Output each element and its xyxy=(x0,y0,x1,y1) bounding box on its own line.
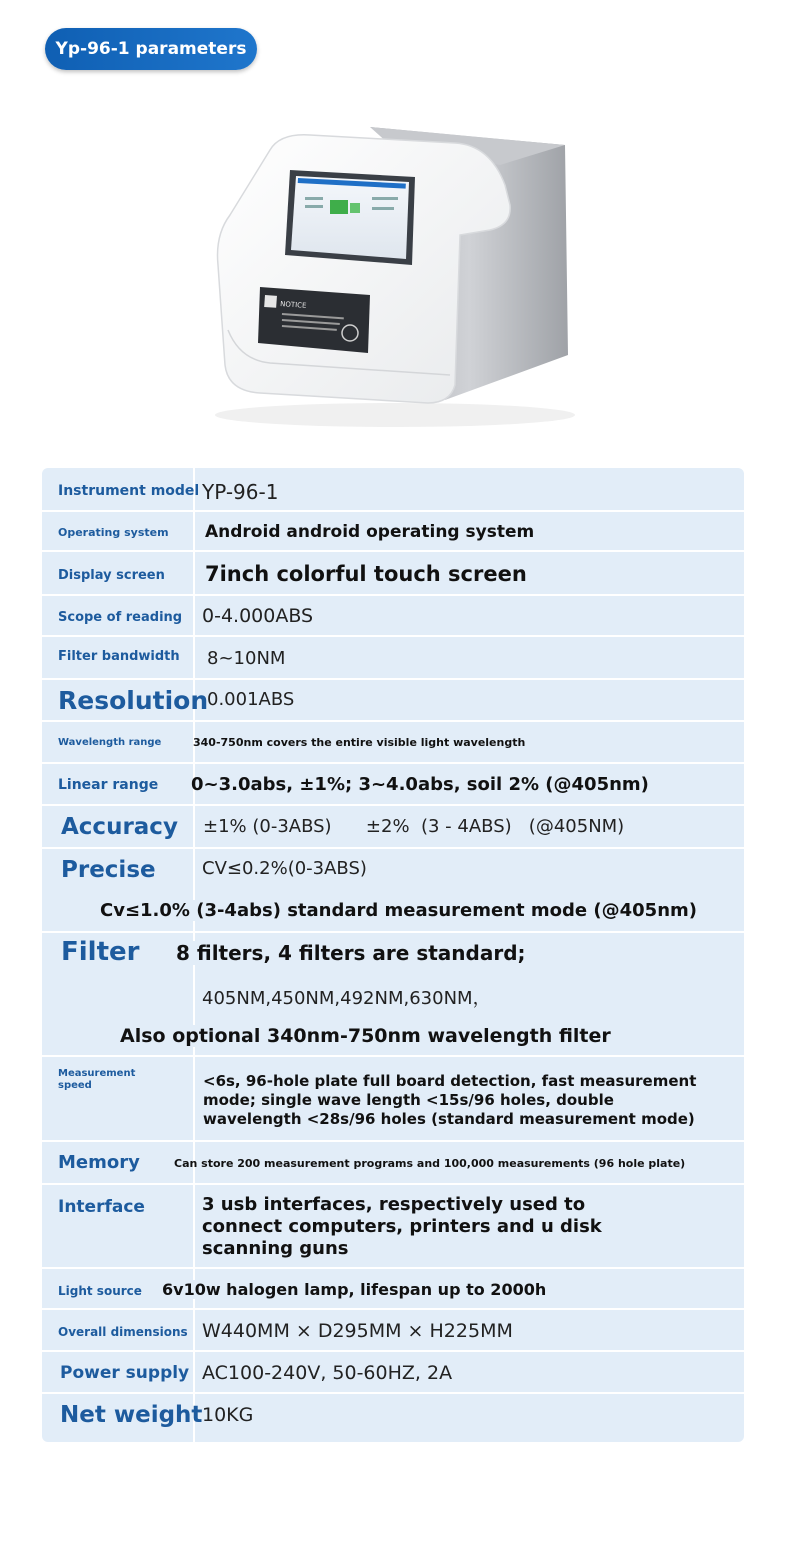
label-measurement-speed-line1: Measurement xyxy=(58,1068,136,1079)
label-display-screen: Display screen xyxy=(58,568,165,583)
value-interface-line1: 3 usb interfaces, respectively used to xyxy=(202,1194,586,1215)
row-instrument-model xyxy=(42,468,744,512)
row-measurement-speed xyxy=(42,1057,744,1142)
row-operating-system xyxy=(42,512,744,552)
value-power-supply: AC100-240V, 50-60HZ, 2A xyxy=(202,1362,453,1384)
label-resolution: Resolution xyxy=(58,686,209,715)
microplate-reader-image xyxy=(200,115,590,435)
row-overall-dimensions xyxy=(42,1310,744,1352)
label-scope-of-reading: Scope of reading xyxy=(58,610,183,625)
label-wavelength-range: Wavelength range xyxy=(58,737,162,748)
value-filter-line3: Also optional 340nm-750nm wavelength filter xyxy=(120,1025,611,1047)
label-measurement-speed xyxy=(58,1068,135,1092)
label-net-weight: Net weight xyxy=(60,1402,203,1428)
row-light-source xyxy=(42,1269,744,1310)
value-operating-system: Android android operating system xyxy=(205,522,535,542)
value-resolution: 0.001ABS xyxy=(207,689,295,710)
value-filter-line2: 405NM,450NM,492NM,630NM， xyxy=(202,988,491,1009)
row-linear-range xyxy=(42,764,744,806)
row-scope-of-reading xyxy=(42,596,744,637)
value-net-weight: 10KG xyxy=(202,1404,254,1426)
row-filter-bandwidth xyxy=(42,637,744,680)
label-filter-bandwidth: Filter bandwidth xyxy=(58,649,180,664)
value-instrument-model: YP-96-1 xyxy=(202,480,279,504)
row-interface xyxy=(42,1185,744,1269)
label-linear-range: Linear range xyxy=(58,777,159,793)
label-precise: Precise xyxy=(61,857,156,883)
value-measurement-speed-line3: wavelength <28s/96 holes (standard measurement mode) xyxy=(203,1110,695,1128)
value-measurement-speed xyxy=(203,1072,696,1129)
value-overall-dimensions: W440MM × D295MM × H225MM xyxy=(202,1320,513,1342)
row-display-screen xyxy=(42,552,744,596)
value-memory: Can store 200 measurement programs and 100,000 measurements (96 hole plate) xyxy=(174,1157,686,1170)
label-overall-dimensions: Overall dimensions xyxy=(58,1325,188,1339)
value-measurement-speed-line1: <6s, 96-hole plate full board detection, fast measurement xyxy=(203,1072,697,1090)
label-memory: Memory xyxy=(58,1152,140,1173)
value-light-source: 6v10w halogen lamp, lifespan up to 2000h xyxy=(162,1280,547,1299)
value-interface-line3: scanning guns xyxy=(202,1238,349,1259)
row-filter xyxy=(42,933,744,1057)
row-power-supply xyxy=(42,1352,744,1394)
value-precise-line2: Cv≤1.0% (3-4abs) standard measurement mode (@405nm) xyxy=(100,900,697,921)
value-accuracy: ±1% (0-3ABS) ±2% (3 - 4ABS) (@405NM) xyxy=(203,816,625,837)
label-instrument-model: Instrument model xyxy=(58,483,200,499)
value-filter: 8 filters, 4 filters are standard; xyxy=(176,941,526,965)
value-interface xyxy=(202,1194,602,1260)
row-memory xyxy=(42,1142,744,1185)
value-linear-range: 0~3.0abs, ±1%; 3~4.0abs, soil 2% (@405nm) xyxy=(191,774,649,795)
value-precise: CV≤0.2%(0-3ABS) xyxy=(202,858,367,879)
label-operating-system: Operating system xyxy=(58,526,169,539)
label-accuracy: Accuracy xyxy=(61,814,178,840)
row-resolution xyxy=(42,680,744,722)
label-filter: Filter xyxy=(61,937,140,967)
label-measurement-speed-line2: speed xyxy=(58,1080,92,1091)
label-light-source: Light source xyxy=(58,1284,142,1298)
value-wavelength-range: 340-750nm covers the entire visible light wavelength xyxy=(193,736,526,749)
notice-plate-label: NOTICE xyxy=(279,300,307,310)
value-filter-bandwidth: 8~10NM xyxy=(207,648,286,669)
label-power-supply: Power supply xyxy=(60,1363,190,1383)
value-interface-line2: connect computers, printers and u disk xyxy=(202,1216,602,1237)
value-measurement-speed-line2: mode; single wave length <15s/96 holes, double xyxy=(203,1091,614,1109)
row-accuracy xyxy=(42,806,744,849)
row-precise xyxy=(42,849,744,933)
parameters-table xyxy=(42,468,744,1442)
row-wavelength-range xyxy=(42,722,744,764)
label-interface: Interface xyxy=(58,1197,145,1217)
row-net-weight xyxy=(42,1394,744,1442)
title-badge: Yp-96-1 parameters xyxy=(45,28,257,70)
value-display-screen: 7inch colorful touch screen xyxy=(205,562,527,586)
value-scope-of-reading: 0-4.000ABS xyxy=(202,605,314,627)
